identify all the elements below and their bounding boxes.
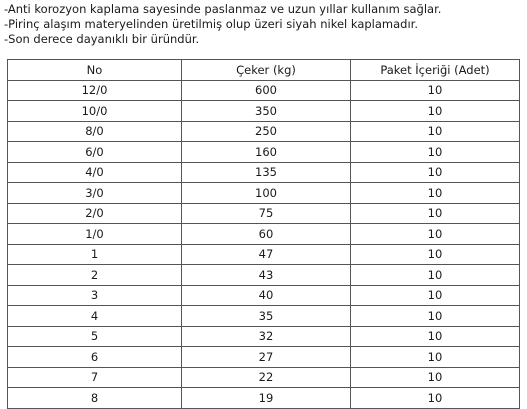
cell-pull-kg: 35 — [182, 306, 351, 327]
cell-package-count: 10 — [351, 347, 520, 368]
table-header-row — [8, 60, 520, 81]
cell-package-count: 10 — [351, 388, 520, 409]
cell-no: 5 — [8, 326, 182, 347]
cell-package-count: 10 — [351, 80, 520, 101]
table-row — [8, 80, 520, 101]
cell-no: 1 — [8, 244, 182, 265]
cell-package-count: 10 — [351, 121, 520, 142]
cell-package-count: 10 — [351, 306, 520, 327]
cell-pull-kg: 135 — [182, 162, 351, 183]
cell-no: 1/0 — [8, 224, 182, 245]
note-line-durability: -Son derece dayanıklı bir üründür. — [4, 32, 200, 46]
cell-no: 7 — [8, 367, 182, 388]
table-row — [8, 265, 520, 286]
table-row — [8, 285, 520, 306]
table-body — [8, 80, 520, 408]
cell-no: 8 — [8, 388, 182, 409]
cell-package-count: 10 — [351, 285, 520, 306]
cell-pull-kg: 43 — [182, 265, 351, 286]
note-line-material: -Pirinç alaşım materyelinden üretilmiş olup üzeri siyah nikel kaplamadır. — [4, 17, 418, 31]
table-row — [8, 121, 520, 142]
cell-pull-kg: 19 — [182, 388, 351, 409]
cell-no: 6 — [8, 347, 182, 368]
cell-no: 3/0 — [8, 183, 182, 204]
cell-pull-kg: 47 — [182, 244, 351, 265]
cell-pull-kg: 350 — [182, 101, 351, 122]
table-row — [8, 183, 520, 204]
cell-no: 4 — [8, 306, 182, 327]
cell-no: 12/0 — [8, 80, 182, 101]
cell-pull-kg: 22 — [182, 367, 351, 388]
cell-package-count: 10 — [351, 265, 520, 286]
cell-package-count: 10 — [351, 367, 520, 388]
table-row — [8, 162, 520, 183]
cell-package-count: 10 — [351, 183, 520, 204]
cell-pull-kg: 600 — [182, 80, 351, 101]
cell-pull-kg: 40 — [182, 285, 351, 306]
cell-pull-kg: 32 — [182, 326, 351, 347]
table-row — [8, 347, 520, 368]
cell-package-count: 10 — [351, 326, 520, 347]
table-row — [8, 326, 520, 347]
note-line-anti-corrosion: -Anti korozyon kaplama sayesinde paslanmaz ve uzun yıllar kullanım sağlar. — [4, 2, 442, 16]
cell-pull-kg: 250 — [182, 121, 351, 142]
cell-package-count: 10 — [351, 244, 520, 265]
table-row — [8, 244, 520, 265]
cell-package-count: 10 — [351, 162, 520, 183]
cell-pull-kg: 60 — [182, 224, 351, 245]
cell-pull-kg: 160 — [182, 142, 351, 163]
cell-no: 10/0 — [8, 101, 182, 122]
spec-table — [7, 59, 520, 409]
cell-no: 2 — [8, 265, 182, 286]
cell-no: 2/0 — [8, 203, 182, 224]
table-row — [8, 388, 520, 409]
cell-pull-kg: 27 — [182, 347, 351, 368]
cell-package-count: 10 — [351, 101, 520, 122]
column-header-package-count: Paket İçeriği (Adet) — [351, 60, 520, 81]
table-row — [8, 142, 520, 163]
cell-package-count: 10 — [351, 142, 520, 163]
cell-no: 8/0 — [8, 121, 182, 142]
cell-package-count: 10 — [351, 224, 520, 245]
cell-pull-kg: 75 — [182, 203, 351, 224]
table-row — [8, 203, 520, 224]
cell-package-count: 10 — [351, 203, 520, 224]
cell-no: 3 — [8, 285, 182, 306]
product-notes — [4, 2, 519, 47]
column-header-pull-kg: Çeker (kg) — [182, 60, 351, 81]
table-row — [8, 101, 520, 122]
cell-no: 4/0 — [8, 162, 182, 183]
cell-pull-kg: 100 — [182, 183, 351, 204]
table-row — [8, 367, 520, 388]
column-header-no: No — [8, 60, 182, 81]
table-row — [8, 306, 520, 327]
cell-no: 6/0 — [8, 142, 182, 163]
table-row — [8, 224, 520, 245]
